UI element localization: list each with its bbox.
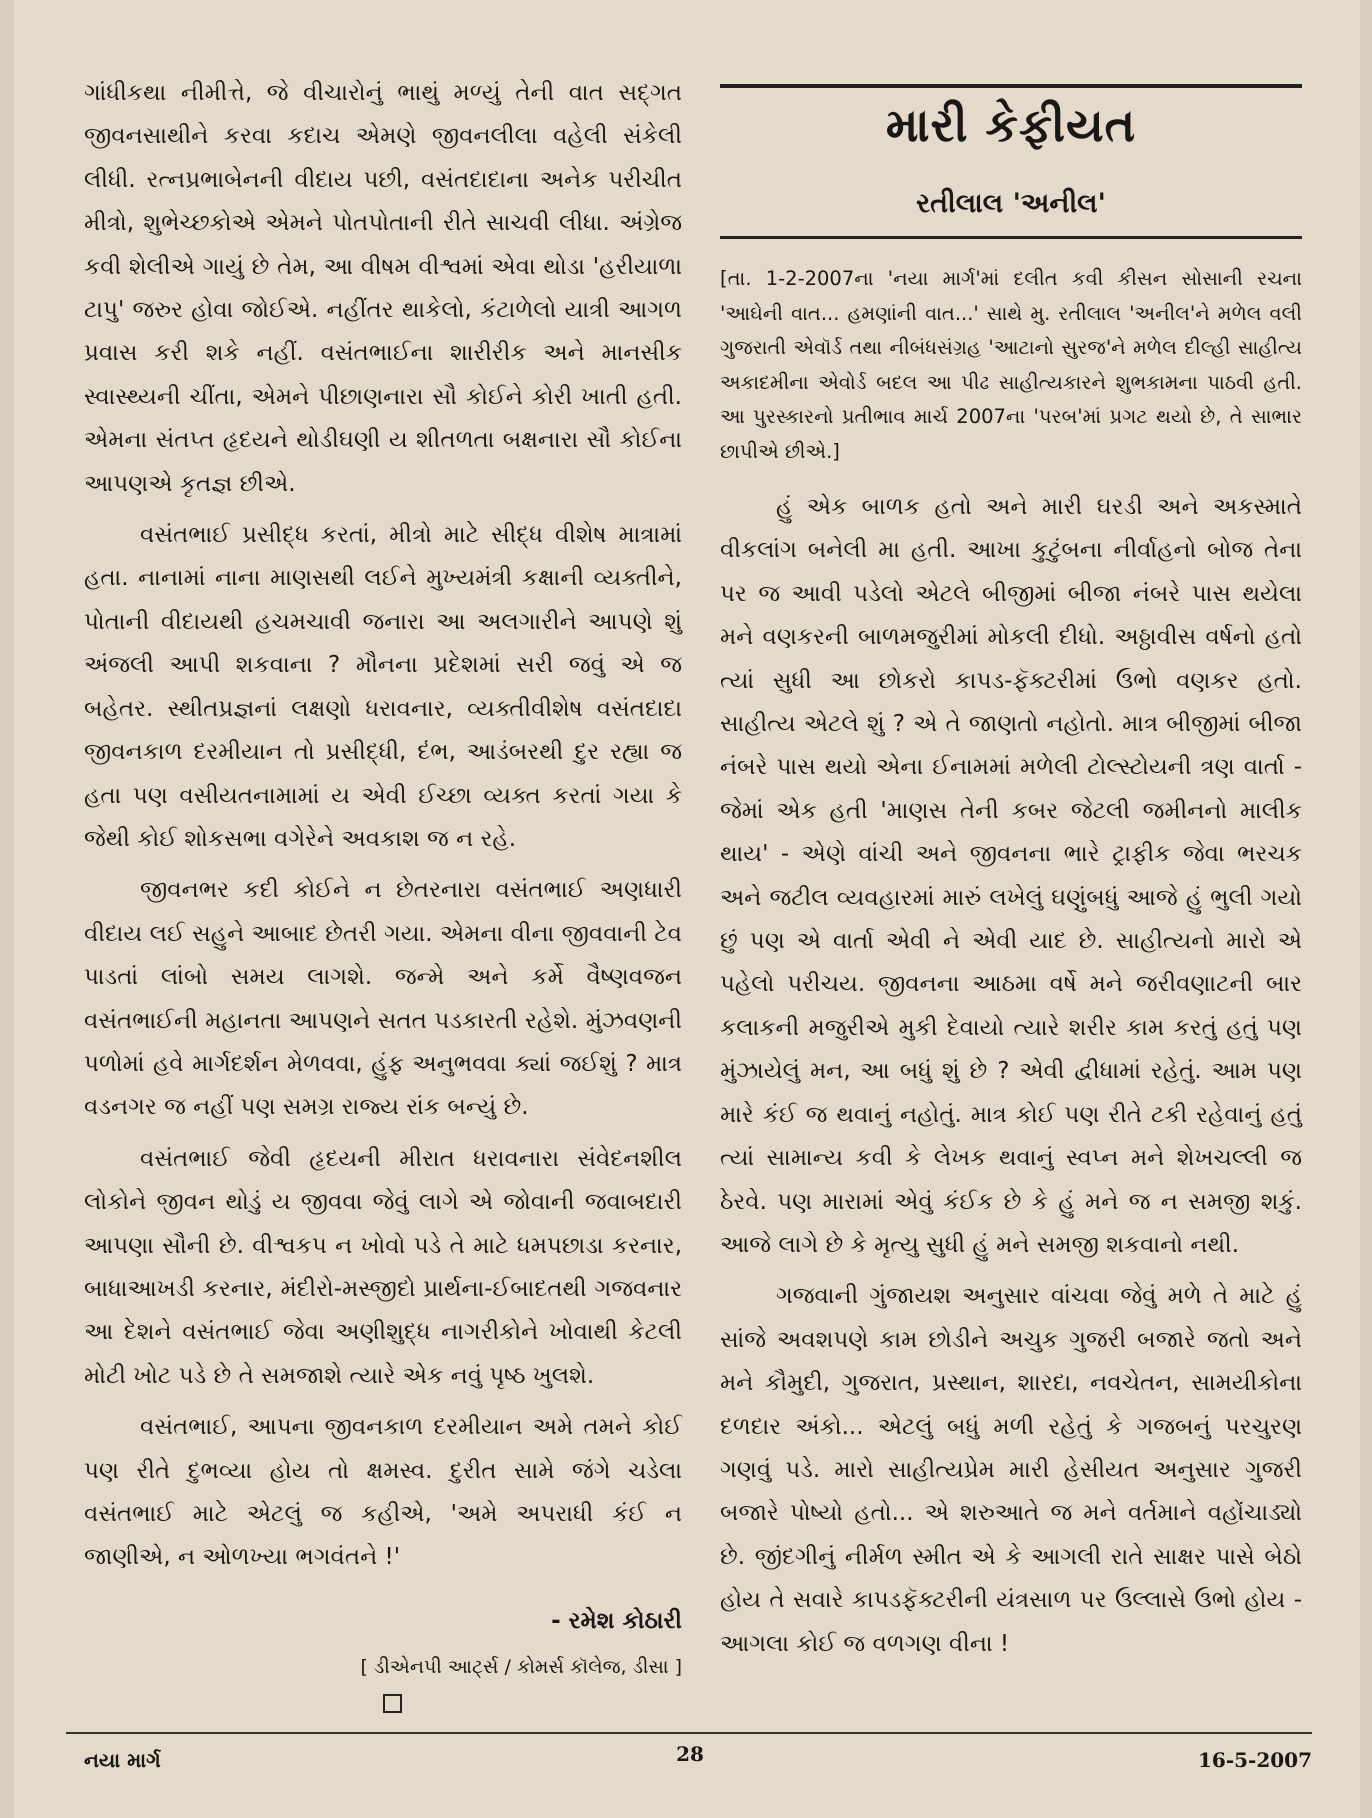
title-bottom-rule [720, 236, 1302, 239]
author-signature: - રમેશ કોઠારી [551, 1608, 682, 1634]
author-affiliation: [ ડીએનપી આર્ટ્સ / કોમર્સ કૉલેજ, ડીસા ] [360, 1656, 682, 1678]
left-column [84, 72, 682, 1580]
left-paragraph-3: જીવનભર કદી કોઈને ન છેતરનારા વસંતભાઈ અણધારી વીદાય લઈ સહુને આબાદ છેતરી ગયા. એમના વીના જીવવાની ટેવ પાડતાં લાંબો સમય લાગશે. જન્મે અને કર્મે વૈષ્ણવજન વસંતભાઈની મહાનતા આપણને સતત પડકારતી રહેશે. મુંઝવણની પળોમાં હવે માર્ગદર્શન મેળવવા, હુંફ અનુભવવા ક્યાં જઈશું ? માત્ર વડનગર જ નહીં પણ સમગ્ર રાજ્ય રાંક બન્યું છે. [84, 877, 682, 1121]
left-paragraph-5: વસંતભાઈ, આપના જીવનકાળ દરમીયાન અમે તમને કોઈ પણ રીતે દુભવ્યા હોય તો ક્ષમસ્વ. દુરીત સામે જંગે ચડેલા વસંતભાઈ માટે એટલું જ કહીએ, 'અમે અપરાધી કંઈ ન જાણીએ, ન ઓળખ્યા ભગવંતને !' [84, 1414, 682, 1571]
footer-rule [66, 1732, 1312, 1734]
title-top-rule [720, 84, 1302, 88]
article-author: રતીલાલ 'અનીલ' [916, 188, 1106, 219]
right-paragraph-2: ગજવાની ગુંજાયશ અનુસાર વાંચવા જેવું મળે તે માટે હું સાંજે અવશપણે કામ છોડીને અચુક ગુજરી બજારે જતો અને મને કૌમુદી, ગુજરાત, પ્રસ્થાન, શારદા, નવચેતન, સામયીકોના દળદાર અંકો... એટલું બધું મળી રહેતું કે ગજબનું પરચુરણ ગણવું પડે. મારો સાહીત્યપ્રેમ મારી હેસીયત અનુસાર ગુજરી બજારે પોષ્યો હતો... એ શરુઆતે જ મને વર્તમાને વહોંચાડ્યો છે. જીંદગીનું નીર્મળ સ્મીત એ કે આગલી રાતે સાક્ષર પાસે બેઠો હોય તે સવારે કાપડફૅક્ટરીની યંત્રસાળ પર ઉલ્લાસે ઉભો હોય - આગલા કોઈ જ વળગણ વીના ! [720, 1283, 1302, 1657]
left-paragraph-2: વસંતભાઈ પ્રસીદ્ધ કરતાં, મીત્રો માટે સીદ્ધ વીશેષ માત્રામાં હતા. નાનામાં નાના માણસથી લઈને મુખ્યમંત્રી કક્ષાની વ્યક્તીને, પોતાની વીદાયથી હચમચાવી જનારા આ અલગારીને આપણે શું અંજલી આપી શકવાના ? મૌનના પ્રદેશમાં સરી જવું એ જ બહેતર. સ્થીતપ્રજ્ઞનાં લક્ષણો ધરાવનાર, વ્યક્તીવીશેષ વસંતદાદા જીવનકાળ દરમીયાન તો પ્રસીદ્ધી, દંભ, આડંબરથી દુર રહ્યા જ હતા પણ વસીયતનામામાં ય એવી ઈચ્છા વ્યક્ત કરતાં ગયા કે જેથી કોઈ શોકસભા વગેરેને અવકાશ જ ન રહે. [84, 522, 682, 852]
left-paragraph-1: ગાંધીકથા નીમીત્તે, જે વીચારોનું ભાથું મળ્યું તેની વાત સદ્ગત જીવનસાથીને કરવા કદાચ એમણે જીવનલીલા વહેલી સંકેલી લીધી. રત્નપ્રભાબેનની વીદાય પછી, વસંતદાદાના અનેક પરીચીત મીત્રો, શુભેચ્છકોએ એમને પોતપોતાની રીતે સાચવી લીધા. અંગ્રેજ કવી શેલીએ ગાયું છે તેમ, આ વીષમ વીશ્વમાં એવા થોડા 'હરીયાળા ટાપુ' જરુર હોવા જોઈએ. નહીંતર થાકેલો, કંટાળેલો યાત્રી આગળ પ્રવાસ કરી શકે નહીં. વસંતભાઈના શારીરીક અને માનસીક સ્વાસ્થ્યની ચીંતા, એમને પીછાણનારા સૌ કોઈને કોરી ખાતી હતી. એમના સંતપ્ત હૃદયને થોડીઘણી ય શીતળતા બક્ષનારા સૌ કોઈના આપણએ કૃતજ્ઞ છીએ. [84, 80, 682, 497]
right-paragraph-1: હું એક બાળક હતો અને મારી ઘરડી અને અકસ્માતે વીકલાંગ બનેલી મા હતી. આખા કુટુંબના નીર્વાહનો બોજ તેના પર જ આવી પડેલો એટલે બીજીમાં બીજા નંબરે પાસ થયેલા મને વણકરની બાળમજુરીમાં મોકલી દીધો. અઠ્ઠાવીસ વર્ષનો હતો ત્યાં સુધી આ છોકરો કાપડ-ફૅક્ટરીમાં ઉભો વણકર હતો. સાહીત્ય એટલે શું ? એ તે જાણતો નહોતો. માત્ર બીજીમાં બીજા નંબરે પાસ થયો એના ઈનામમાં મળેલી ટોલ્સ્ટોયની ત્રણ વાર્તા - જેમાં એક હતી 'માણસ તેની કબર જેટલી જમીનનો માલીક થાય' - એણે વાંચી અને જીવનના ભારે ટ્રાફીક જેવા ભરચક અને જટીલ વ્યવહારમાં મારું લખેલું ઘણુંબધું આજે હું ભુલી ગયો છું પણ એ વાર્તા એવી ને એવી યાદ છે. સાહીત્યનો મારો એ પહેલો પરીચય. જીવનના આઠમા વર્ષે મને જરીવણાટની બાર કલાકની મજુરીએ મુકી દેવાયો ત્યારે શરીર કામ કરતું હતું પણ મુંઝાયેલું મન, આ બધું શું છે ? એવી દ્વીધામાં રહેતું. આમ પણ મારે કંઈ જ થવાનું નહોતું. માત્ર કોઈ પણ રીતે ટકી રહેવાનું હતું ત્યાં સામાન્ય કવી કે લેખક થવાનું સ્વપ્ન મને શેખચલ્લી જ ઠેરવે. પણ મારામાં એવું કંઈક છે કે હું મને જ ન સમજી શકું. આજે લાગે છે કે મૃત્યુ સુધી હું મને સમજી શકવાનો નથી. [720, 494, 1302, 1258]
right-column [720, 486, 1302, 1666]
footer-date: 16-5-2007 [1197, 1748, 1312, 1772]
footer-publication: નયા માર્ગ [84, 1748, 161, 1772]
end-mark-icon [383, 1694, 402, 1713]
article-title: મારી કેફીયત [885, 98, 1137, 152]
left-paragraph-4: વસંતભાઈ જેવી હૃદયની મીરાત ધરાવનારા સંવેદનશીલ લોકોને જીવન થોડું ય જીવવા જેવું લાગે એ જોવાની જવાબદારી આપણા સૌની છે. વીશ્વકપ ન ખોવો પડે તે માટે ધમપછાડા કરનાર, બાધાઆખડી કરનાર, મંદીરો-મસ્જીદો પ્રાર્થના-ઈબાદતથી ગજવનાર આ દેશને વસંતભાઈ જેવા અણીશુદ્ધ નાગરીકોને ખોવાથી કેટલી મોટી ખોટ પડે છે તે સમજાશે ત્યારે એક નવું પૃષ્ઠ ખુલશે. [84, 1145, 682, 1389]
page-number: 28 [676, 1742, 704, 1766]
editor-note: [તા. 1-2-2007ના 'નયા માર્ગ'માં દલીત કવી કીસન સોસાની રચના 'આઘેની વાત... હમણાંની વાત...' સાથે મુ. રતીલાલ 'અનીલ'ને મળેલ વલી ગુજરાતી એવૉર્ડ તથા નીબંધસંગ્રહ 'આટાનો સુરજ'ને મળેલ દીલ્હી સાહીત્ય અકાદમીના એવોર્ડ બદલ આ પીઢ સાહીત્યકારને શુભકામના પાઠવી હતી. આ પુરસ્કારનો પ્રતીભાવ માર્ચ 2007ના 'પરબ'માં પ્રગટ થયો છે, તે સાભાર છાપીએ છીએ.] [720, 267, 1302, 463]
